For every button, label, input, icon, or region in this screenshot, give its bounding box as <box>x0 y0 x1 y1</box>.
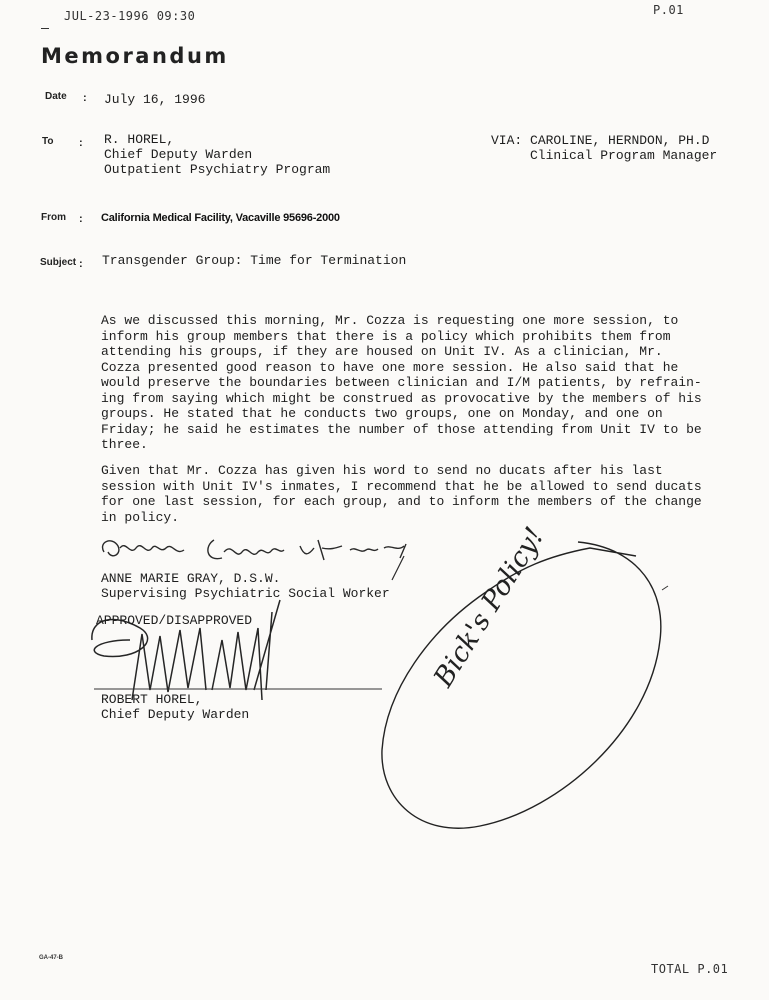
fax-total-pages: TOTAL P.01 <box>651 962 729 976</box>
to-colon: : <box>79 137 83 149</box>
body-line: in policy. <box>101 509 180 525</box>
signatory-1-title: Supervising Psychiatric Social Worker <box>101 586 390 601</box>
date-colon: : <box>83 92 87 104</box>
body-line: As we discussed this morning, Mr. Cozza is requesting one more session, to <box>101 313 679 328</box>
signatory-2-title: Chief Deputy Warden <box>101 707 250 722</box>
body-line: inform his group members that there is a policy which prohibits them from <box>101 328 671 344</box>
stray-pen-mark <box>662 586 668 590</box>
body-line: ing from saying which might be construed as provocative by the members of his <box>101 390 702 406</box>
subject-colon: : <box>79 258 83 270</box>
signature-anne-marie-gray <box>103 540 406 560</box>
form-number: GA-47-B <box>39 955 64 961</box>
via-title: Clinical Program Manager <box>530 148 718 163</box>
fax-page-number: P.01 <box>653 3 684 17</box>
body-line: three. <box>101 437 148 452</box>
body-line: Friday; he said he estimates the number of those attending from Unit IV to be <box>101 421 702 437</box>
from-label: From <box>41 212 66 223</box>
subject-value: Transgender Group: Time for Termination <box>102 253 407 268</box>
signatory-2-name: ROBERT HOREL, <box>101 692 203 707</box>
body-line: would preserve the boundaries between clinician and I/M patients, by refrain- <box>101 375 702 390</box>
handwritten-note: Bick's Policy! <box>428 521 551 693</box>
to-label: To <box>42 136 54 147</box>
subject-label: Subject <box>40 257 77 268</box>
date-value: July 16, 1996 <box>104 92 206 107</box>
from-colon: : <box>79 213 83 225</box>
via-prefix: VIA: <box>491 133 523 148</box>
memo-title: Memorandum <box>41 44 229 68</box>
from-value: California Medical Facility, Vacaville 95696-2000 <box>101 212 340 224</box>
body-line: for one last session, for each group, and to inform the members of the change <box>101 494 702 509</box>
approval-line: APPROVED/DISAPPROVED <box>96 613 253 628</box>
body-line: session with Unit IV's inmates, I recommend that he be allowed to send ducats <box>101 478 702 494</box>
via-name: CAROLINE, HERNDON, PH.D <box>530 133 710 148</box>
signatory-1-name: ANNE MARIE GRAY, D.S.W. <box>101 571 281 586</box>
signature-anne-marie-gray-tail <box>392 556 404 580</box>
to-name: R. HOREL, <box>104 132 175 147</box>
fax-timestamp: JUL-23-1996 09:30 <box>64 9 196 23</box>
body-line: Cozza presented good reason to have one more session. He also said that he <box>101 359 679 375</box>
to-title: Chief Deputy Warden <box>104 147 253 162</box>
to-program: Outpatient Psychiatry Program <box>104 162 331 177</box>
body-line: groups. He stated that he conducts two groups, one on Monday, and one on <box>101 406 663 421</box>
body-line: attending his groups, if they are housed on Unit IV. As a clinician, Mr. <box>101 344 663 359</box>
date-label: Date <box>45 91 67 102</box>
body-line: Given that Mr. Cozza has given his word to send no ducats after his last <box>101 463 663 478</box>
